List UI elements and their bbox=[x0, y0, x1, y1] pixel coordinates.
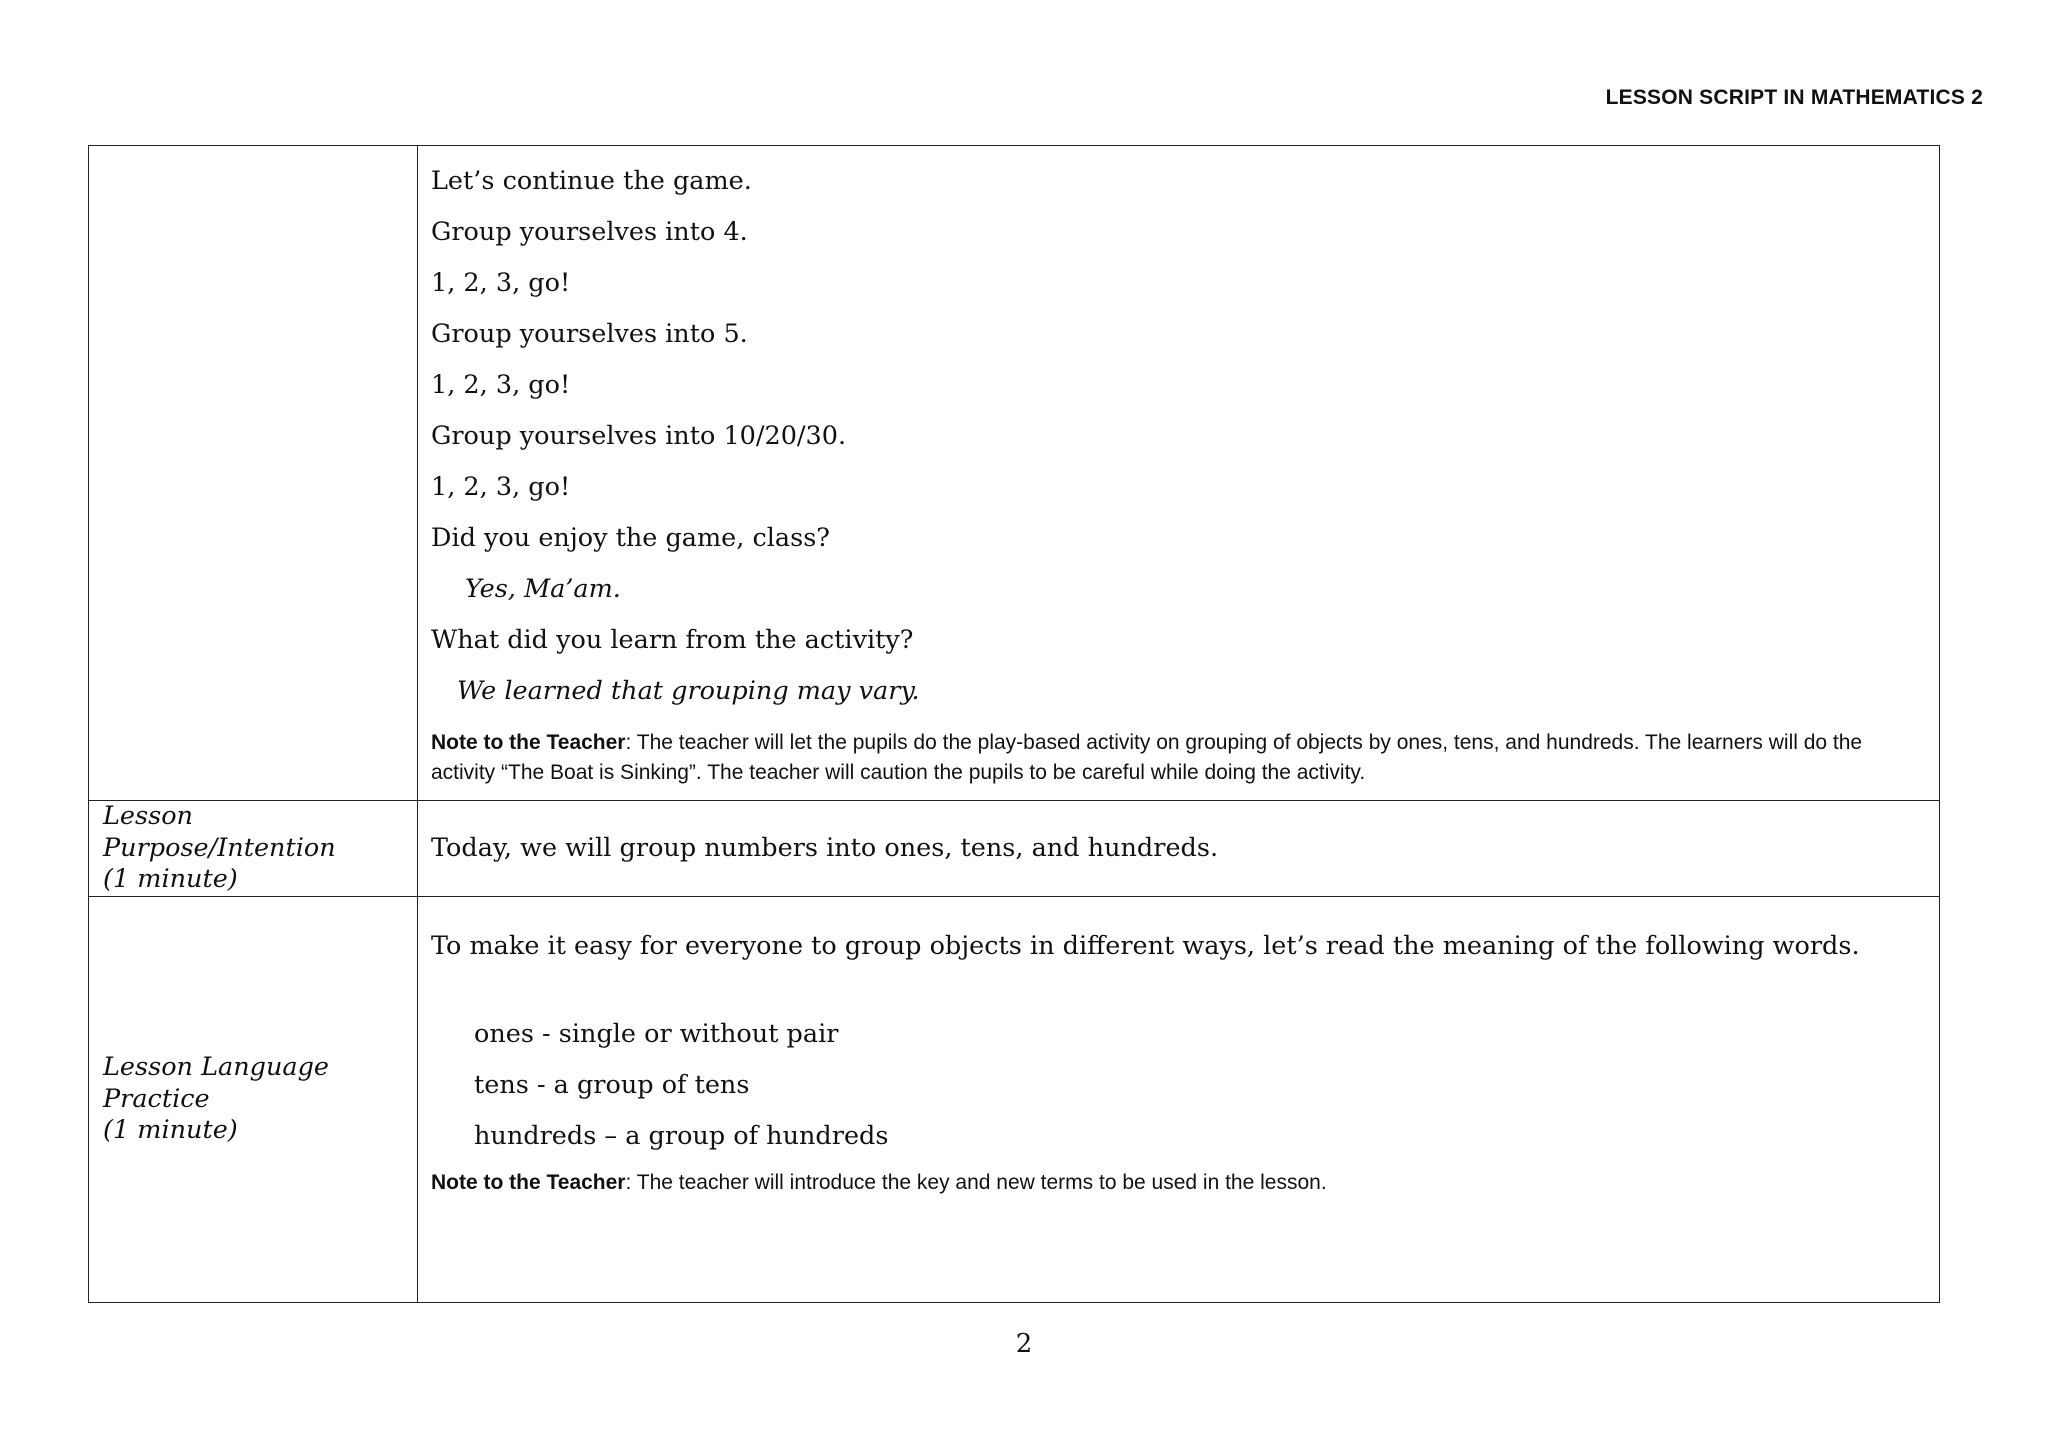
vocabulary-term: hundreds – a group of hundreds bbox=[474, 1121, 889, 1151]
language-practice-label bbox=[89, 1052, 417, 1147]
pupil-response-line: We learned that grouping may vary. bbox=[457, 676, 920, 706]
script-line: 1, 2, 3, go! bbox=[431, 370, 571, 400]
label-line: (1 minute) bbox=[103, 864, 238, 894]
empty-label-cell bbox=[89, 146, 418, 801]
vocabulary-term: ones - single or without pair bbox=[474, 1019, 839, 1049]
activity-content-cell bbox=[418, 146, 1940, 801]
document-header: LESSON SCRIPT IN MATHEMATICS 2 bbox=[1605, 86, 1983, 109]
table-row-activity bbox=[89, 146, 1940, 801]
vocabulary-term: tens - a group of tens bbox=[474, 1070, 750, 1100]
table-row-purpose bbox=[89, 801, 1940, 897]
label-line: (1 minute) bbox=[103, 1115, 238, 1146]
script-line: Did you enjoy the game, class? bbox=[431, 523, 830, 553]
label-line: Practice bbox=[103, 1083, 210, 1114]
purpose-text: Today, we will group numbers into ones, tens, and hundreds. bbox=[431, 833, 1219, 863]
script-line: 1, 2, 3, go! bbox=[431, 268, 571, 298]
vocabulary-list bbox=[431, 1015, 1927, 1168]
pupil-response-line: Yes, Ma’am. bbox=[465, 574, 621, 604]
script-line: 1, 2, 3, go! bbox=[431, 472, 571, 502]
label-line: Purpose/Intention bbox=[103, 832, 336, 863]
teacher-note-label: Note to the Teacher bbox=[431, 731, 626, 754]
language-practice-label-cell bbox=[89, 897, 418, 1303]
page-number: 2 bbox=[1015, 1329, 1033, 1359]
language-practice-content-cell bbox=[418, 897, 1940, 1303]
purpose-label bbox=[89, 801, 417, 896]
script-line: Group yourselves into 5. bbox=[431, 319, 748, 349]
purpose-label-cell bbox=[89, 801, 418, 897]
vocabulary-intro: To make it easy for everyone to group objects in different ways, let’s read the meaning of the following words. bbox=[431, 931, 1860, 961]
teacher-note-text: : The teacher will introduce the key and new terms to be used in the lesson. bbox=[625, 1171, 1327, 1194]
teacher-note-text: : The teacher will let the pupils do the play-based activity on grouping of objects by ones, tens, and hundreds. The learners will do the activity “The Boat is Sinking”. The teacher will caution the pupils to be careful while doing the activity. bbox=[431, 731, 1863, 784]
teacher-note bbox=[431, 728, 1927, 788]
script-line: Let’s continue the game. bbox=[431, 166, 752, 196]
script-line: What did you learn from the activity? bbox=[431, 625, 914, 655]
lesson-script-table bbox=[88, 145, 1940, 1303]
label-line: Lesson Language bbox=[103, 1052, 330, 1083]
label-line: Lesson bbox=[103, 801, 193, 831]
table-row-language-practice bbox=[89, 897, 1940, 1303]
teacher-note-label: Note to the Teacher bbox=[431, 1171, 626, 1194]
script-line: Group yourselves into 10/20/30. bbox=[431, 421, 847, 451]
purpose-content-cell bbox=[418, 801, 1940, 897]
teacher-note bbox=[431, 1168, 1927, 1198]
script-line: Group yourselves into 4. bbox=[431, 217, 748, 247]
